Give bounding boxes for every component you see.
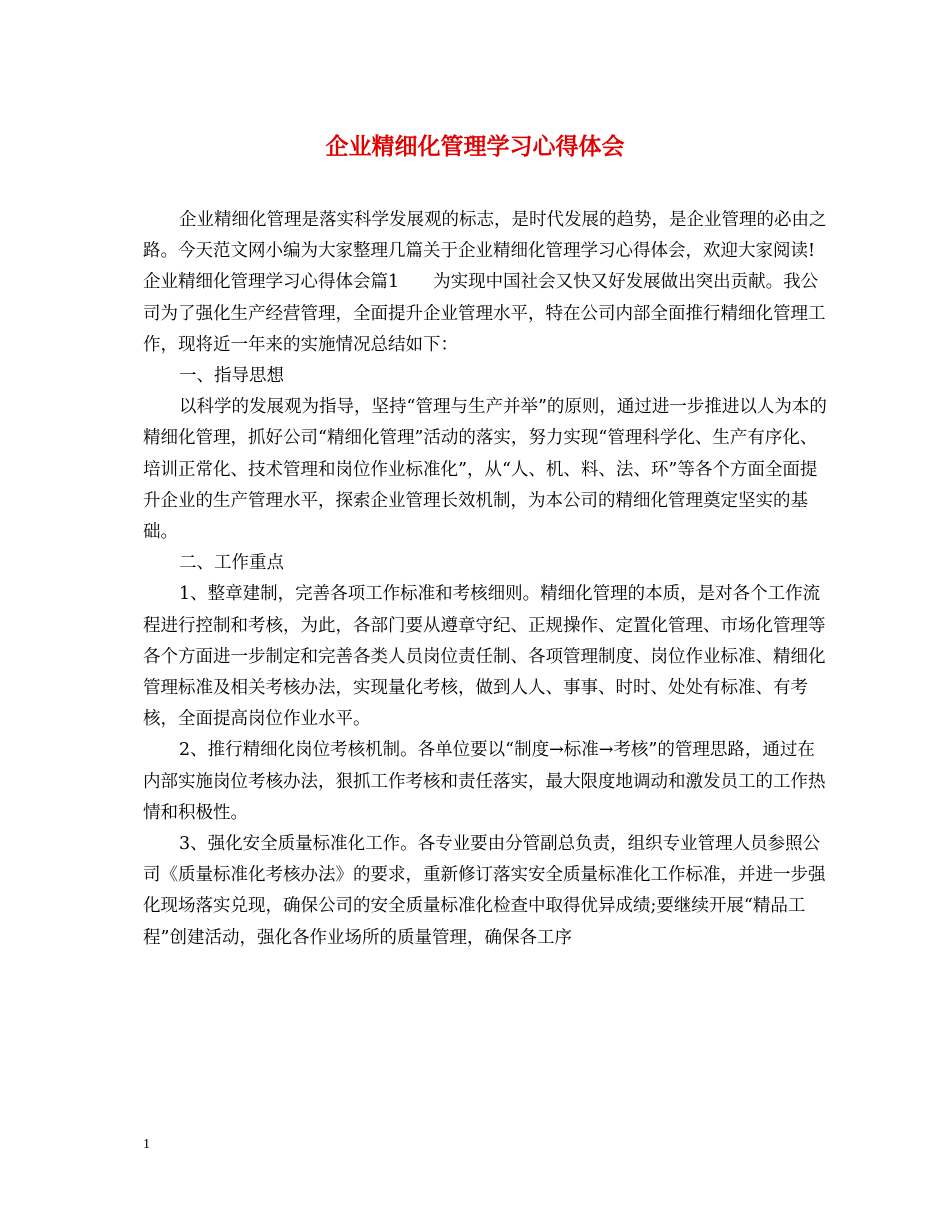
article-lead: 为实现中国社会又快又好发展做出突出贡献。我公司为了强化生产经营管理，全面提升企业管理水平，特在公司内部全面推行精细化管理工作，现将近一年来的实施情况总结如下：: [143, 272, 826, 355]
page-number: 1: [143, 1137, 150, 1152]
document-title: 企业精细化管理学习心得体会: [325, 133, 625, 160]
work-item-3: 3、强化安全质量标准化工作。各专业要由分管副总负责，组织专业管理人员参照公司《质量标准化考核办法》的要求，重新修订落实安全质量标准化工作标准，并进一步强化现场落实兑现，确保公司的安全质量标准化检查中取得优异成绩;要继续开展“精品工程”创建活动，强化各作业场所的质量管理，确保各工序: [143, 834, 826, 948]
section-heading-work-focus: 二、工作重点: [179, 553, 284, 574]
article-heading: 企业精细化管理学习心得体会篇1: [143, 272, 400, 293]
section-body-guiding-ideology: 以科学的发展观为指导，坚持“管理与生产并举”的原则，通过进一步推进以人为本的精细化管理，抓好公司“精细化管理”活动的落实，努力实现“管理科学化、生产有序化、培训正常化、技术管理和岗位作业标准化”，从“人、机、料、法、环”等各个方面全面提升企业的生产管理水平，探索企业管理长效机制，为本公司的精细化管理奠定坚实的基础。: [143, 397, 827, 543]
section-heading-guiding-ideology: 一、指导思想: [179, 366, 284, 387]
intro-paragraph: 企业精细化管理是落实科学发展观的标志，是时代发展的趋势，是企业管理的必由之路。今天范文网小编为大家整理几篇关于企业精细化管理学习心得体会，欢迎大家阅读!: [143, 210, 827, 262]
article-paragraph: [143, 267, 828, 361]
work-item-2: 2、推行精细化岗位考核机制。各单位要以“制度→标准→考核”的管理思路，通过在内部实施岗位考核办法，狠抓工作考核和责任落实，最大限度地调动和激发员工的工作热情和积极性。: [143, 740, 826, 823]
document-body: [143, 205, 828, 954]
work-item-1: 1、整章建制，完善各项工作标准和考核细则。精细化管理的本质，是对各个工作流程进行控制和考核，为此，各部门要从遵章守纪、正规操作、定置化管理、市场化管理等各个方面进一步制定和完善各类人员岗位责任制、各项管理制度、岗位作业标准、精细化管理标准及相关考核办法，实现量化考核，做到人人、事事、时时、处处有标准、有考核，全面提高岗位作业水平。: [143, 584, 826, 730]
